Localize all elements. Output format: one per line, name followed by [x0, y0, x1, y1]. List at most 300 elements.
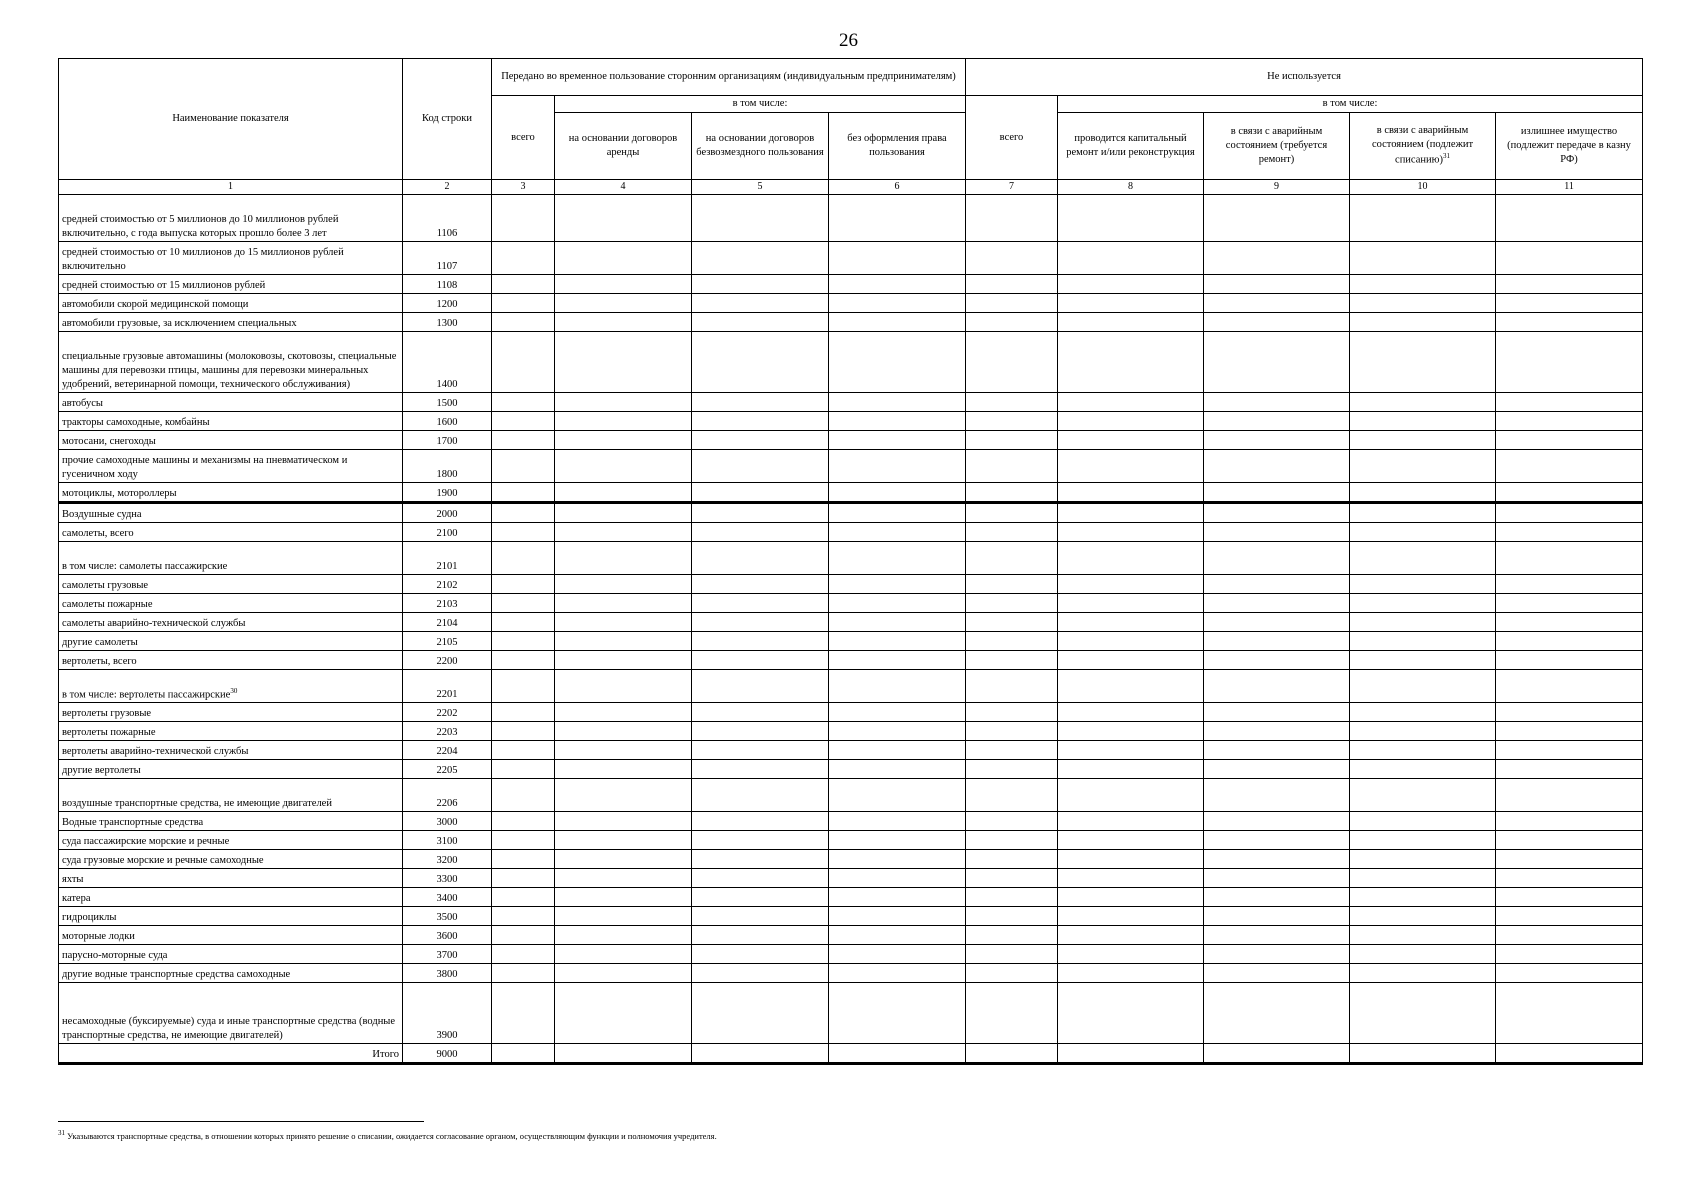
data-cell-col-11[interactable] [1496, 945, 1643, 964]
data-cell-col-3[interactable] [492, 907, 555, 926]
data-cell-col-3[interactable] [492, 575, 555, 594]
data-cell-col-10[interactable] [1350, 483, 1496, 503]
data-cell-col-11[interactable] [1496, 503, 1643, 523]
data-cell-col-4[interactable] [555, 703, 692, 722]
data-cell-col-4[interactable] [555, 523, 692, 542]
data-cell-col-6[interactable] [829, 275, 966, 294]
data-cell-col-10[interactable] [1350, 632, 1496, 651]
data-cell-col-9[interactable] [1204, 670, 1350, 703]
data-cell-col-10[interactable] [1350, 431, 1496, 450]
data-cell-col-11[interactable] [1496, 779, 1643, 812]
data-cell-col-6[interactable] [829, 450, 966, 483]
data-cell-col-10[interactable] [1350, 393, 1496, 412]
data-cell-col-7[interactable] [966, 450, 1058, 483]
data-cell-col-3[interactable] [492, 275, 555, 294]
data-cell-col-9[interactable] [1204, 542, 1350, 575]
data-cell-col-4[interactable] [555, 242, 692, 275]
data-cell-col-10[interactable] [1350, 983, 1496, 1044]
data-cell-col-9[interactable] [1204, 313, 1350, 332]
data-cell-col-6[interactable] [829, 779, 966, 812]
data-cell-col-3[interactable] [492, 831, 555, 850]
data-cell-col-10[interactable] [1350, 332, 1496, 393]
data-cell-col-5[interactable] [692, 393, 829, 412]
data-cell-col-11[interactable] [1496, 651, 1643, 670]
data-cell-col-10[interactable] [1350, 703, 1496, 722]
data-cell-col-5[interactable] [692, 503, 829, 523]
data-cell-col-3[interactable] [492, 945, 555, 964]
data-cell-col-3[interactable] [492, 1044, 555, 1064]
data-cell-col-3[interactable] [492, 613, 555, 632]
data-cell-col-4[interactable] [555, 431, 692, 450]
data-cell-col-3[interactable] [492, 450, 555, 483]
data-cell-col-11[interactable] [1496, 907, 1643, 926]
data-cell-col-9[interactable] [1204, 703, 1350, 722]
data-cell-col-7[interactable] [966, 907, 1058, 926]
data-cell-col-4[interactable] [555, 483, 692, 503]
data-cell-col-9[interactable] [1204, 831, 1350, 850]
data-cell-col-10[interactable] [1350, 523, 1496, 542]
data-cell-col-11[interactable] [1496, 594, 1643, 613]
data-cell-col-11[interactable] [1496, 926, 1643, 945]
data-cell-col-7[interactable] [966, 926, 1058, 945]
data-cell-col-9[interactable] [1204, 869, 1350, 888]
data-cell-col-11[interactable] [1496, 869, 1643, 888]
data-cell-col-11[interactable] [1496, 831, 1643, 850]
data-cell-col-7[interactable] [966, 1044, 1058, 1064]
data-cell-col-3[interactable] [492, 523, 555, 542]
data-cell-col-6[interactable] [829, 831, 966, 850]
data-cell-col-7[interactable] [966, 779, 1058, 812]
data-cell-col-6[interactable] [829, 926, 966, 945]
data-cell-col-7[interactable] [966, 393, 1058, 412]
data-cell-col-11[interactable] [1496, 483, 1643, 503]
data-cell-col-3[interactable] [492, 703, 555, 722]
data-cell-col-9[interactable] [1204, 907, 1350, 926]
data-cell-col-8[interactable] [1058, 983, 1204, 1044]
data-cell-col-5[interactable] [692, 613, 829, 632]
data-cell-col-7[interactable] [966, 831, 1058, 850]
data-cell-col-6[interactable] [829, 1044, 966, 1064]
data-cell-col-9[interactable] [1204, 760, 1350, 779]
data-cell-col-11[interactable] [1496, 1044, 1643, 1064]
data-cell-col-11[interactable] [1496, 332, 1643, 393]
data-cell-col-4[interactable] [555, 670, 692, 703]
data-cell-col-6[interactable] [829, 483, 966, 503]
data-cell-col-7[interactable] [966, 722, 1058, 741]
data-cell-col-7[interactable] [966, 651, 1058, 670]
data-cell-col-5[interactable] [692, 670, 829, 703]
data-cell-col-4[interactable] [555, 741, 692, 760]
data-cell-col-11[interactable] [1496, 964, 1643, 983]
data-cell-col-6[interactable] [829, 869, 966, 888]
data-cell-col-4[interactable] [555, 594, 692, 613]
data-cell-col-3[interactable] [492, 670, 555, 703]
data-cell-col-5[interactable] [692, 907, 829, 926]
data-cell-col-3[interactable] [492, 850, 555, 869]
data-cell-col-11[interactable] [1496, 523, 1643, 542]
data-cell-col-7[interactable] [966, 242, 1058, 275]
data-cell-col-3[interactable] [492, 393, 555, 412]
data-cell-col-11[interactable] [1496, 703, 1643, 722]
data-cell-col-10[interactable] [1350, 613, 1496, 632]
data-cell-col-9[interactable] [1204, 926, 1350, 945]
data-cell-col-4[interactable] [555, 1044, 692, 1064]
data-cell-col-9[interactable] [1204, 651, 1350, 670]
data-cell-col-7[interactable] [966, 195, 1058, 242]
data-cell-col-11[interactable] [1496, 242, 1643, 275]
data-cell-col-8[interactable] [1058, 393, 1204, 412]
data-cell-col-5[interactable] [692, 760, 829, 779]
data-cell-col-10[interactable] [1350, 412, 1496, 431]
data-cell-col-4[interactable] [555, 613, 692, 632]
data-cell-col-5[interactable] [692, 850, 829, 869]
data-cell-col-10[interactable] [1350, 242, 1496, 275]
data-cell-col-5[interactable] [692, 964, 829, 983]
data-cell-col-3[interactable] [492, 888, 555, 907]
data-cell-col-8[interactable] [1058, 503, 1204, 523]
data-cell-col-6[interactable] [829, 964, 966, 983]
data-cell-col-8[interactable] [1058, 523, 1204, 542]
data-cell-col-6[interactable] [829, 523, 966, 542]
data-cell-col-11[interactable] [1496, 575, 1643, 594]
data-cell-col-11[interactable] [1496, 294, 1643, 313]
data-cell-col-9[interactable] [1204, 594, 1350, 613]
data-cell-col-9[interactable] [1204, 945, 1350, 964]
data-cell-col-3[interactable] [492, 869, 555, 888]
data-cell-col-6[interactable] [829, 332, 966, 393]
data-cell-col-10[interactable] [1350, 741, 1496, 760]
data-cell-col-11[interactable] [1496, 613, 1643, 632]
data-cell-col-8[interactable] [1058, 632, 1204, 651]
data-cell-col-3[interactable] [492, 722, 555, 741]
data-cell-col-8[interactable] [1058, 431, 1204, 450]
data-cell-col-3[interactable] [492, 760, 555, 779]
data-cell-col-9[interactable] [1204, 412, 1350, 431]
data-cell-col-4[interactable] [555, 869, 692, 888]
data-cell-col-7[interactable] [966, 613, 1058, 632]
data-cell-col-10[interactable] [1350, 760, 1496, 779]
data-cell-col-6[interactable] [829, 670, 966, 703]
data-cell-col-11[interactable] [1496, 850, 1643, 869]
data-cell-col-11[interactable] [1496, 632, 1643, 651]
data-cell-col-8[interactable] [1058, 242, 1204, 275]
data-cell-col-9[interactable] [1204, 393, 1350, 412]
data-cell-col-3[interactable] [492, 313, 555, 332]
data-cell-col-11[interactable] [1496, 393, 1643, 412]
data-cell-col-10[interactable] [1350, 945, 1496, 964]
data-cell-col-6[interactable] [829, 412, 966, 431]
data-cell-col-4[interactable] [555, 779, 692, 812]
data-cell-col-5[interactable] [692, 195, 829, 242]
data-cell-col-5[interactable] [692, 275, 829, 294]
data-cell-col-6[interactable] [829, 651, 966, 670]
data-cell-col-10[interactable] [1350, 850, 1496, 869]
data-cell-col-11[interactable] [1496, 431, 1643, 450]
data-cell-col-6[interactable] [829, 294, 966, 313]
data-cell-col-3[interactable] [492, 412, 555, 431]
data-cell-col-10[interactable] [1350, 542, 1496, 575]
data-cell-col-3[interactable] [492, 542, 555, 575]
data-cell-col-7[interactable] [966, 888, 1058, 907]
data-cell-col-5[interactable] [692, 722, 829, 741]
data-cell-col-7[interactable] [966, 945, 1058, 964]
data-cell-col-6[interactable] [829, 888, 966, 907]
data-cell-col-7[interactable] [966, 812, 1058, 831]
data-cell-col-9[interactable] [1204, 983, 1350, 1044]
data-cell-col-10[interactable] [1350, 670, 1496, 703]
data-cell-col-10[interactable] [1350, 195, 1496, 242]
data-cell-col-10[interactable] [1350, 779, 1496, 812]
data-cell-col-9[interactable] [1204, 431, 1350, 450]
data-cell-col-8[interactable] [1058, 888, 1204, 907]
data-cell-col-6[interactable] [829, 983, 966, 1044]
data-cell-col-9[interactable] [1204, 741, 1350, 760]
data-cell-col-5[interactable] [692, 812, 829, 831]
data-cell-col-9[interactable] [1204, 195, 1350, 242]
data-cell-col-9[interactable] [1204, 812, 1350, 831]
data-cell-col-7[interactable] [966, 869, 1058, 888]
data-cell-col-10[interactable] [1350, 907, 1496, 926]
data-cell-col-7[interactable] [966, 760, 1058, 779]
data-cell-col-8[interactable] [1058, 483, 1204, 503]
data-cell-col-8[interactable] [1058, 722, 1204, 741]
data-cell-col-10[interactable] [1350, 831, 1496, 850]
data-cell-col-5[interactable] [692, 313, 829, 332]
data-cell-col-11[interactable] [1496, 888, 1643, 907]
data-cell-col-10[interactable] [1350, 651, 1496, 670]
data-cell-col-8[interactable] [1058, 450, 1204, 483]
data-cell-col-4[interactable] [555, 926, 692, 945]
data-cell-col-5[interactable] [692, 703, 829, 722]
data-cell-col-5[interactable] [692, 651, 829, 670]
data-cell-col-11[interactable] [1496, 812, 1643, 831]
data-cell-col-5[interactable] [692, 888, 829, 907]
data-cell-col-4[interactable] [555, 294, 692, 313]
data-cell-col-5[interactable] [692, 575, 829, 594]
data-cell-col-8[interactable] [1058, 831, 1204, 850]
data-cell-col-9[interactable] [1204, 294, 1350, 313]
data-cell-col-7[interactable] [966, 313, 1058, 332]
data-cell-col-5[interactable] [692, 294, 829, 313]
data-cell-col-10[interactable] [1350, 294, 1496, 313]
data-cell-col-11[interactable] [1496, 450, 1643, 483]
data-cell-col-8[interactable] [1058, 850, 1204, 869]
data-cell-col-8[interactable] [1058, 412, 1204, 431]
data-cell-col-5[interactable] [692, 542, 829, 575]
data-cell-col-4[interactable] [555, 983, 692, 1044]
data-cell-col-7[interactable] [966, 983, 1058, 1044]
data-cell-col-7[interactable] [966, 670, 1058, 703]
data-cell-col-6[interactable] [829, 313, 966, 332]
data-cell-col-10[interactable] [1350, 888, 1496, 907]
data-cell-col-3[interactable] [492, 195, 555, 242]
data-cell-col-8[interactable] [1058, 542, 1204, 575]
data-cell-col-5[interactable] [692, 945, 829, 964]
data-cell-col-6[interactable] [829, 632, 966, 651]
data-cell-col-6[interactable] [829, 722, 966, 741]
data-cell-col-4[interactable] [555, 945, 692, 964]
data-cell-col-6[interactable] [829, 945, 966, 964]
data-cell-col-8[interactable] [1058, 907, 1204, 926]
data-cell-col-5[interactable] [692, 431, 829, 450]
data-cell-col-3[interactable] [492, 294, 555, 313]
data-cell-col-10[interactable] [1350, 594, 1496, 613]
data-cell-col-4[interactable] [555, 575, 692, 594]
data-cell-col-5[interactable] [692, 1044, 829, 1064]
data-cell-col-10[interactable] [1350, 503, 1496, 523]
data-cell-col-7[interactable] [966, 431, 1058, 450]
data-cell-col-8[interactable] [1058, 651, 1204, 670]
data-cell-col-5[interactable] [692, 741, 829, 760]
data-cell-col-11[interactable] [1496, 313, 1643, 332]
data-cell-col-10[interactable] [1350, 575, 1496, 594]
data-cell-col-3[interactable] [492, 926, 555, 945]
data-cell-col-6[interactable] [829, 703, 966, 722]
data-cell-col-6[interactable] [829, 760, 966, 779]
data-cell-col-5[interactable] [692, 594, 829, 613]
data-cell-col-8[interactable] [1058, 275, 1204, 294]
data-cell-col-3[interactable] [492, 632, 555, 651]
data-cell-col-4[interactable] [555, 195, 692, 242]
data-cell-col-3[interactable] [492, 242, 555, 275]
data-cell-col-6[interactable] [829, 850, 966, 869]
data-cell-col-5[interactable] [692, 869, 829, 888]
data-cell-col-4[interactable] [555, 964, 692, 983]
data-cell-col-4[interactable] [555, 393, 692, 412]
data-cell-col-5[interactable] [692, 523, 829, 542]
data-cell-col-11[interactable] [1496, 195, 1643, 242]
data-cell-col-5[interactable] [692, 450, 829, 483]
data-cell-col-10[interactable] [1350, 1044, 1496, 1064]
data-cell-col-5[interactable] [692, 332, 829, 393]
data-cell-col-8[interactable] [1058, 964, 1204, 983]
data-cell-col-11[interactable] [1496, 741, 1643, 760]
data-cell-col-8[interactable] [1058, 760, 1204, 779]
data-cell-col-3[interactable] [492, 503, 555, 523]
data-cell-col-8[interactable] [1058, 294, 1204, 313]
data-cell-col-5[interactable] [692, 926, 829, 945]
data-cell-col-3[interactable] [492, 483, 555, 503]
data-cell-col-7[interactable] [966, 850, 1058, 869]
data-cell-col-9[interactable] [1204, 850, 1350, 869]
data-cell-col-11[interactable] [1496, 412, 1643, 431]
data-cell-col-4[interactable] [555, 450, 692, 483]
data-cell-col-4[interactable] [555, 888, 692, 907]
data-cell-col-11[interactable] [1496, 983, 1643, 1044]
data-cell-col-11[interactable] [1496, 275, 1643, 294]
data-cell-col-7[interactable] [966, 523, 1058, 542]
data-cell-col-7[interactable] [966, 503, 1058, 523]
data-cell-col-9[interactable] [1204, 779, 1350, 812]
data-cell-col-9[interactable] [1204, 523, 1350, 542]
data-cell-col-5[interactable] [692, 779, 829, 812]
data-cell-col-8[interactable] [1058, 812, 1204, 831]
data-cell-col-7[interactable] [966, 632, 1058, 651]
data-cell-col-6[interactable] [829, 741, 966, 760]
data-cell-col-8[interactable] [1058, 613, 1204, 632]
data-cell-col-8[interactable] [1058, 594, 1204, 613]
data-cell-col-6[interactable] [829, 594, 966, 613]
data-cell-col-8[interactable] [1058, 670, 1204, 703]
data-cell-col-4[interactable] [555, 332, 692, 393]
data-cell-col-9[interactable] [1204, 1044, 1350, 1064]
data-cell-col-4[interactable] [555, 542, 692, 575]
data-cell-col-5[interactable] [692, 483, 829, 503]
data-cell-col-4[interactable] [555, 275, 692, 294]
data-cell-col-3[interactable] [492, 332, 555, 393]
data-cell-col-10[interactable] [1350, 964, 1496, 983]
data-cell-col-9[interactable] [1204, 575, 1350, 594]
data-cell-col-4[interactable] [555, 651, 692, 670]
data-cell-col-6[interactable] [829, 393, 966, 412]
data-cell-col-7[interactable] [966, 412, 1058, 431]
data-cell-col-9[interactable] [1204, 450, 1350, 483]
data-cell-col-7[interactable] [966, 741, 1058, 760]
data-cell-col-11[interactable] [1496, 542, 1643, 575]
data-cell-col-6[interactable] [829, 431, 966, 450]
data-cell-col-11[interactable] [1496, 760, 1643, 779]
data-cell-col-4[interactable] [555, 907, 692, 926]
data-cell-col-8[interactable] [1058, 741, 1204, 760]
data-cell-col-9[interactable] [1204, 483, 1350, 503]
data-cell-col-9[interactable] [1204, 332, 1350, 393]
data-cell-col-5[interactable] [692, 412, 829, 431]
data-cell-col-6[interactable] [829, 195, 966, 242]
data-cell-col-9[interactable] [1204, 242, 1350, 275]
data-cell-col-8[interactable] [1058, 926, 1204, 945]
data-cell-col-6[interactable] [829, 542, 966, 575]
data-cell-col-10[interactable] [1350, 812, 1496, 831]
data-cell-col-4[interactable] [555, 503, 692, 523]
data-cell-col-4[interactable] [555, 632, 692, 651]
data-cell-col-4[interactable] [555, 831, 692, 850]
data-cell-col-4[interactable] [555, 812, 692, 831]
data-cell-col-11[interactable] [1496, 670, 1643, 703]
data-cell-col-7[interactable] [966, 964, 1058, 983]
data-cell-col-6[interactable] [829, 575, 966, 594]
data-cell-col-7[interactable] [966, 575, 1058, 594]
data-cell-col-10[interactable] [1350, 869, 1496, 888]
data-cell-col-7[interactable] [966, 275, 1058, 294]
data-cell-col-9[interactable] [1204, 964, 1350, 983]
data-cell-col-8[interactable] [1058, 575, 1204, 594]
data-cell-col-4[interactable] [555, 850, 692, 869]
data-cell-col-5[interactable] [692, 983, 829, 1044]
data-cell-col-7[interactable] [966, 294, 1058, 313]
data-cell-col-8[interactable] [1058, 1044, 1204, 1064]
data-cell-col-6[interactable] [829, 907, 966, 926]
data-cell-col-9[interactable] [1204, 275, 1350, 294]
data-cell-col-3[interactable] [492, 431, 555, 450]
data-cell-col-6[interactable] [829, 242, 966, 275]
data-cell-col-6[interactable] [829, 812, 966, 831]
data-cell-col-7[interactable] [966, 483, 1058, 503]
data-cell-col-4[interactable] [555, 760, 692, 779]
data-cell-col-10[interactable] [1350, 313, 1496, 332]
data-cell-col-8[interactable] [1058, 332, 1204, 393]
data-cell-col-4[interactable] [555, 313, 692, 332]
data-cell-col-7[interactable] [966, 703, 1058, 722]
data-cell-col-6[interactable] [829, 613, 966, 632]
data-cell-col-5[interactable] [692, 831, 829, 850]
data-cell-col-11[interactable] [1496, 722, 1643, 741]
data-cell-col-8[interactable] [1058, 945, 1204, 964]
data-cell-col-9[interactable] [1204, 503, 1350, 523]
data-cell-col-8[interactable] [1058, 195, 1204, 242]
data-cell-col-4[interactable] [555, 722, 692, 741]
data-cell-col-5[interactable] [692, 242, 829, 275]
data-cell-col-3[interactable] [492, 651, 555, 670]
